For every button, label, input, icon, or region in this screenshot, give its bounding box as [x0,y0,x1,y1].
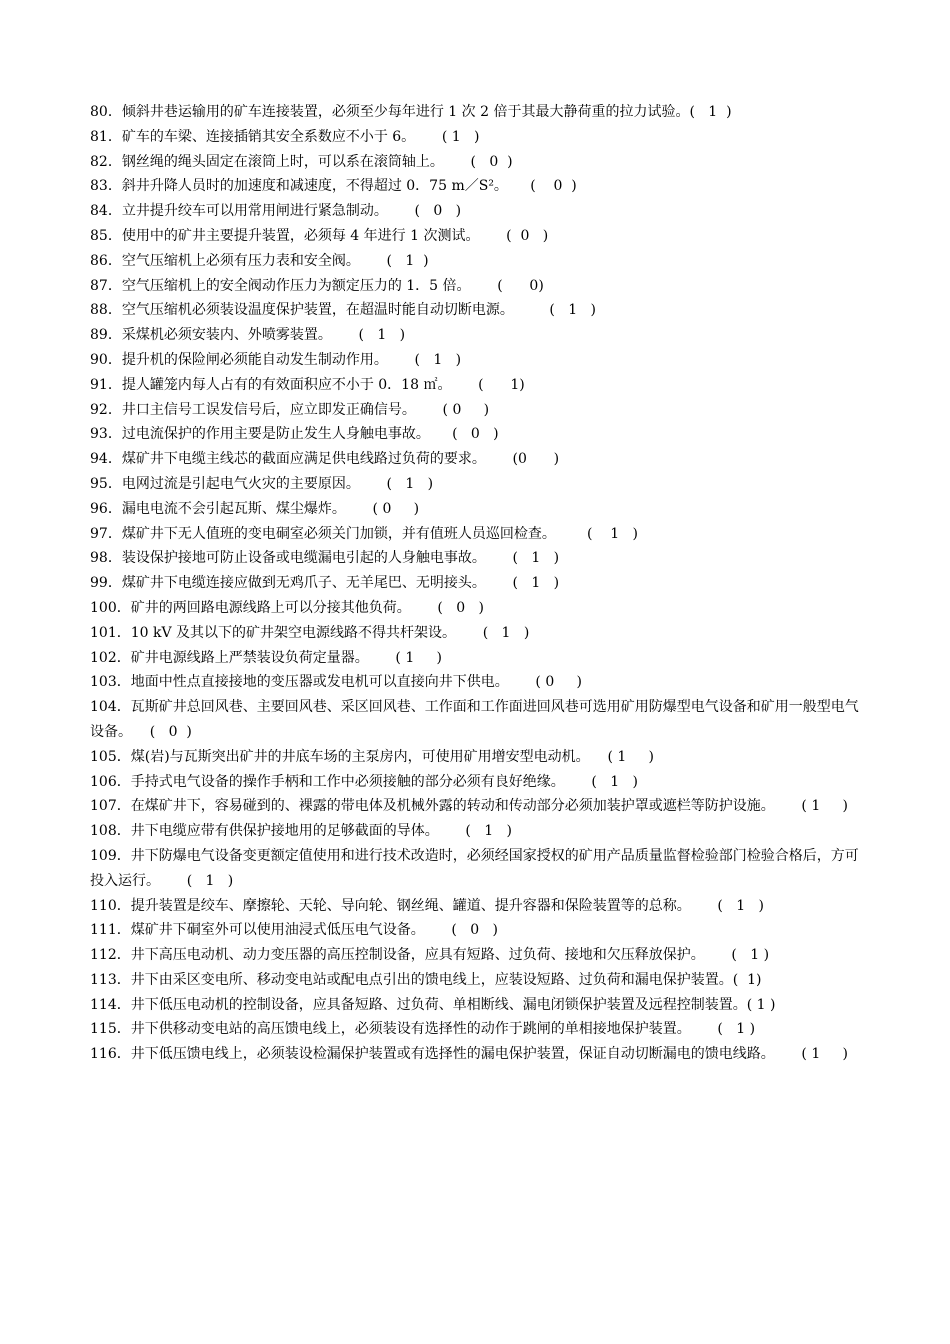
answer-mark: (0 ) [485,451,560,468]
question-text: 空气压缩机必须装设温度保护装置，在超温时能自动切断电源。 [121,302,514,319]
question-number: 116． [90,1046,131,1063]
answer-mark: ( 1 ) [415,128,480,145]
answer-mark: ( 1 ) [331,327,406,344]
question-item [90,571,862,596]
answer-mark: ( 1 ) [589,748,654,765]
question-text: 井下电缆应带有供保护接地用的足够截面的导体。 [130,823,439,840]
question-item [90,670,862,695]
question-item [90,199,862,224]
question-item [90,274,862,299]
question-text: 井下防爆电气设备变更额定值使用和进行技术改造时，必须经国家授权的矿用产品质量监督检验部门检验合格后，方可投入运行。 [90,847,859,889]
question-text: 使用中的矿井主要提升装置，必须每 4 年进行 1 次测试。 [121,227,480,244]
question-item [90,894,862,919]
question-item [90,844,862,894]
question-number: 110． [90,897,131,914]
question-number: 84． [90,203,122,220]
question-item [90,125,862,150]
question-number: 96． [90,500,122,517]
answer-mark: ( 1 ) [689,104,732,120]
question-item [90,447,862,472]
question-number: 86． [90,252,122,269]
question-number: 108． [90,823,131,840]
question-text: 空气压缩机上必须有压力表和安全阀。 [121,252,360,269]
question-number: 95． [90,475,122,492]
question-item [90,745,862,770]
question-text: 斜井升降人员时的加速度和减速度，不得超过 0．75 m／S²。 [121,178,508,195]
question-number: 107． [90,798,131,815]
question-number: 89． [90,327,122,344]
question-text: 在煤矿井下，容易碰到的、裸露的带电体及机械外露的转动和传动部分必须加装护罩或遮栏等防护设施。 [130,798,775,815]
question-item [90,968,862,993]
question-number: 81． [90,128,122,145]
answer-mark: ( 1 ) [704,947,770,964]
answer-mark: ( 0 ) [132,723,192,740]
answer-mark: ( 0 ) [345,500,420,517]
question-item [90,993,862,1018]
question-item [90,224,862,249]
question-text: 过电流保护的作用主要是防止发生人身触电事故。 [121,426,430,443]
question-number: 91． [90,376,122,393]
question-number: 109． [90,847,131,864]
question-number: 114． [90,996,131,1013]
question-number: 104． [90,699,131,716]
question-number: 83． [90,178,122,195]
question-item [90,918,862,943]
question-text: 立井提升绞车可以用常用闸进行紧急制动。 [121,203,388,220]
question-item [90,546,862,571]
question-item [90,621,862,646]
question-item [90,323,862,348]
question-item [90,174,862,199]
question-text: 矿井电源线路上严禁装设负荷定量器。 [130,649,369,666]
question-text: 采煤机必须安装内、外喷雾装置。 [121,327,332,344]
question-item [90,819,862,844]
question-item [90,298,862,323]
question-text: 井下低压馈电线上，必须装设检漏保护装置或有选择性的漏电保护装置，保证自动切断漏电的馈电线路。 [130,1046,775,1063]
question-item [90,150,862,175]
question-number: 113． [90,971,131,988]
question-item [90,398,862,423]
answer-mark: ( 1 ) [746,996,776,1013]
answer-mark: ( 1 ) [359,475,434,492]
question-number: 100． [90,599,131,616]
document-page [90,100,862,1067]
question-number: 101． [90,624,131,641]
question-item [90,522,862,547]
question-text: 煤矿井下硐室外可以使用油浸式低压电气设备。 [130,922,425,939]
answer-mark: ( 1 ) [774,798,848,815]
question-text: 煤矿井下无人值班的变电硐室必须关门加锁，并有值班人员巡回检查。 [121,525,556,542]
question-item [90,646,862,671]
question-item [90,794,862,819]
answer-mark: ( 0) [470,277,544,294]
question-text: 提人罐笼内每人占有的有效面积应不小于 0．18 ㎡。 [121,376,452,393]
question-item [90,373,862,398]
question-item [90,422,862,447]
question-item [90,695,862,745]
question-item [90,943,862,968]
question-text: 手持式电气设备的操作手柄和工作中必须接触的部分必须有良好绝缘。 [130,773,565,790]
question-number: 80． [90,104,122,120]
question-number: 85． [90,227,122,244]
question-text: 漏电电流不会引起瓦斯、煤尘爆炸。 [121,500,346,517]
question-text: 矿井的两回路电源线路上可以分接其他负荷。 [130,599,411,616]
answer-mark: ( 1 ) [690,1021,756,1038]
answer-mark: ( 1) [451,376,525,393]
answer-mark: ( 0 ) [429,426,499,443]
answer-mark: ( 1 ) [438,823,512,840]
question-number: 97． [90,525,122,542]
question-item [90,100,862,125]
question-text: 地面中性点直接接地的变压器或发电机可以直接向井下供电。 [130,674,509,691]
question-number: 111． [90,922,131,939]
answer-mark: ( 1 ) [359,252,429,269]
question-item [90,596,862,621]
question-item [90,497,862,522]
answer-mark: ( 0 ) [507,178,577,195]
answer-mark: ( 1 ) [368,649,442,666]
question-text: 井下供移动变电站的高压馈电线上，必须装设有选择性的动作于跳闸的单相接地保护装置。 [130,1021,691,1038]
question-text: 矿车的车梁、连接插销其安全系数应不小于 6。 [121,128,416,145]
question-item [90,1042,862,1067]
answer-mark: ( 1 ) [513,302,596,319]
question-item [90,1017,862,1042]
question-text: 瓦斯矿井总回风巷、主要回风巷、采区回风巷、工作面和工作面进回风巷可选用矿用防爆型电气设备和矿用一般型电气设备。 [90,699,859,740]
question-number: 106． [90,773,131,790]
question-number: 105． [90,748,131,765]
question-number: 112． [90,947,131,964]
question-text: 空气压缩机上的安全阀动作压力为额定压力的 1．5 倍。 [121,277,471,294]
answer-mark: ( 1 ) [387,351,462,368]
question-text: 提升装置是绞车、摩擦轮、天轮、导向轮、钢丝绳、罐道、提升容器和保险装置等的总称。 [130,897,691,914]
question-number: 99． [90,575,122,592]
answer-mark: ( 1 ) [160,872,234,889]
question-number: 88． [90,302,122,319]
answer-mark: ( 0 ) [424,922,498,939]
question-number: 102． [90,649,131,666]
answer-mark: ( 1 ) [456,624,530,641]
question-text: 10 kV 及其以下的矿井架空电源线路不得共杆架设。 [130,624,457,641]
question-item [90,249,862,274]
question-number: 92． [90,401,122,418]
question-text: 钢丝绳的绳头固定在滚筒上时，可以系在滚筒轴上。 [121,153,444,170]
question-text: 煤(岩)与瓦斯突出矿井的井底车场的主泵房内，可使用矿用增安型电动机。 [130,748,590,765]
answer-mark: ( 1 ) [485,575,560,592]
question-text: 井下由采区变电所、移动变电站或配电点引出的馈电线上，应装设短路、过负荷和漏电保护装置。 [130,971,733,988]
question-number: 103． [90,674,131,691]
question-item [90,472,862,497]
question-number: 87． [90,277,122,294]
answer-mark: ( 1 ) [774,1046,848,1063]
answer-mark: ( 1 ) [555,525,638,542]
question-text: 倾斜井巷运输用的矿车连接装置，必须至少每年进行 1 次 2 倍于其最大静荷重的拉力试验。 [121,104,690,120]
answer-mark: ( 0 ) [387,203,462,220]
question-number: 94． [90,451,122,468]
answer-mark: ( 1) [732,971,762,988]
question-item [90,348,862,373]
question-text: 煤矿井下电缆主线芯的截面应满足供电线路过负荷的要求。 [121,451,486,468]
question-text: 电网过流是引起电气火灾的主要原因。 [121,475,360,492]
question-number: 93． [90,426,122,443]
question-number: 115． [90,1021,131,1038]
question-text: 井下高压电动机、动力变压器的高压控制设备，应具有短路、过负荷、接地和欠压释放保护。 [130,947,705,964]
answer-mark: ( 0 ) [410,599,484,616]
question-number: 82． [90,153,122,170]
answer-mark: ( 0 ) [479,227,549,244]
answer-mark: ( 1 ) [485,550,560,567]
question-item [90,770,862,795]
answer-mark: ( 1 ) [690,897,764,914]
question-text: 井下低压电动机的控制设备，应具备短路、过负荷、单相断线、漏电闭锁保护装置及远程控制装置。 [130,996,747,1013]
question-text: 井口主信号工误发信号后，应立即发正确信号。 [121,401,416,418]
answer-mark: ( 0 ) [443,153,513,170]
question-text: 提升机的保险闸必须能自动发生制动作用。 [121,351,388,368]
answer-mark: ( 0 ) [508,674,582,691]
question-number: 98． [90,550,122,567]
answer-mark: ( 0 ) [415,401,490,418]
answer-mark: ( 1 ) [564,773,638,790]
question-number: 90． [90,351,122,368]
question-text: 装设保护接地可防止设备或电缆漏电引起的人身触电事故。 [121,550,486,567]
question-text: 煤矿井下电缆连接应做到无鸡爪子、无羊尾巴、无明接头。 [121,575,486,592]
